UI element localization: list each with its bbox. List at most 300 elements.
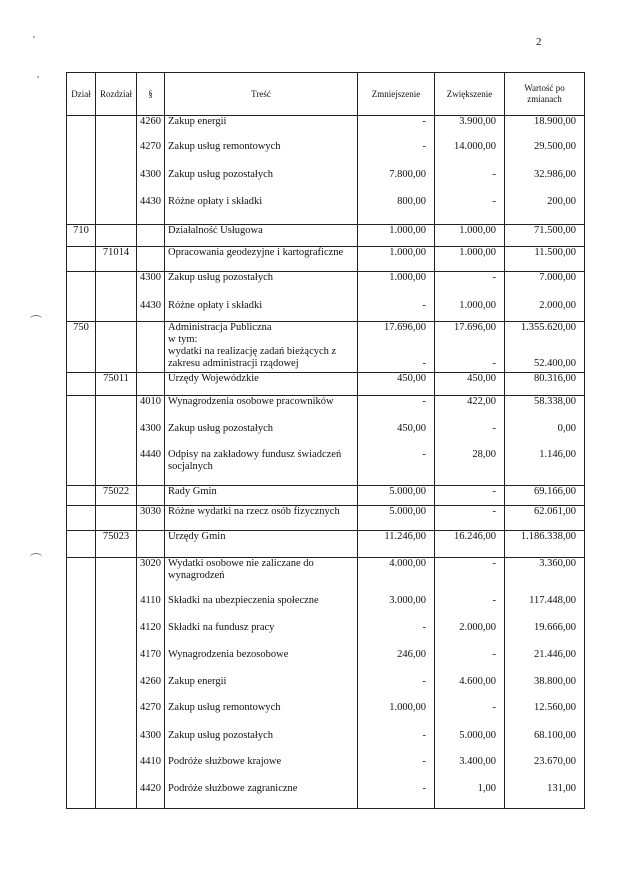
header-rozdzial: Rozdział bbox=[96, 73, 137, 116]
cell-value: 2.000,00 bbox=[539, 299, 576, 311]
cell-war bbox=[505, 141, 585, 169]
cell-dzial bbox=[67, 169, 96, 196]
cell-value: 4270 bbox=[140, 701, 161, 713]
cell-value: 1.000,00 bbox=[459, 299, 496, 311]
table-row bbox=[67, 116, 585, 141]
cell-value: 4420 bbox=[140, 782, 161, 794]
cell-value: - bbox=[422, 299, 426, 311]
cell-value: 450,00 bbox=[397, 422, 426, 434]
punch-hole-mark bbox=[30, 315, 42, 323]
cell-war bbox=[505, 272, 585, 300]
cell-value: Zakup energii bbox=[168, 675, 227, 687]
cell-rozdzial bbox=[96, 730, 137, 756]
header-paragraf: § bbox=[137, 73, 165, 116]
table-row bbox=[67, 486, 585, 506]
cell-par bbox=[137, 196, 165, 225]
cell-war bbox=[505, 116, 585, 141]
cell-value: 200,00 bbox=[547, 195, 576, 207]
cell-value: - bbox=[422, 675, 426, 687]
cell-zwi bbox=[435, 272, 505, 300]
cell-par bbox=[137, 486, 165, 506]
cell-zwi bbox=[435, 506, 505, 531]
cell-tresc bbox=[165, 423, 358, 449]
cell-zmn bbox=[358, 225, 435, 247]
cell-value: - bbox=[422, 755, 426, 767]
cell-zwi bbox=[435, 396, 505, 423]
cell-par bbox=[137, 756, 165, 783]
cell-dzial bbox=[67, 676, 96, 702]
cell-par bbox=[137, 300, 165, 322]
cell-tresc bbox=[165, 247, 358, 272]
cell-zwi bbox=[435, 649, 505, 676]
cell-rozdzial bbox=[96, 300, 137, 322]
cell-dzial bbox=[67, 396, 96, 423]
cell-value: 4430 bbox=[140, 195, 161, 207]
cell-zmn bbox=[358, 676, 435, 702]
cell-tresc bbox=[165, 116, 358, 141]
cell-value: Zakup usług remontowych bbox=[168, 701, 281, 713]
cell-rozdzial bbox=[96, 595, 137, 622]
cell-zwi bbox=[435, 449, 505, 486]
cell-value: 80.316,00 bbox=[534, 373, 576, 384]
cell-value: Opracowania geodezyjne i kartograficzne bbox=[168, 247, 344, 258]
cell-subvalue: 52.400,00 bbox=[534, 358, 576, 369]
cell-dzial bbox=[67, 531, 96, 558]
cell-par bbox=[137, 373, 165, 396]
cell-value: - bbox=[422, 782, 426, 794]
cell-value: 4430 bbox=[140, 299, 161, 311]
cell-war bbox=[505, 595, 585, 622]
cell-value: 246,00 bbox=[397, 648, 426, 660]
cell-rozdzial bbox=[96, 702, 137, 730]
cell-war bbox=[505, 169, 585, 196]
cell-subvalue: - bbox=[422, 358, 426, 369]
cell-value: 23.670,00 bbox=[534, 755, 576, 767]
cell-value: 710 bbox=[73, 225, 89, 236]
cell-value: - bbox=[422, 140, 426, 152]
cell-war bbox=[505, 322, 585, 373]
cell-value: 75022 bbox=[102, 486, 130, 497]
cell-dzial bbox=[67, 300, 96, 322]
cell-value: Odpisy na zakładowy fundusz świadczeń socjalnych bbox=[168, 448, 342, 472]
cell-rozdzial bbox=[96, 396, 137, 423]
cell-tresc bbox=[165, 595, 358, 622]
cell-dzial bbox=[67, 272, 96, 300]
cell-dzial bbox=[67, 595, 96, 622]
cell-value: 800,00 bbox=[397, 195, 426, 207]
cell-zwi bbox=[435, 486, 505, 506]
cell-rozdzial bbox=[96, 506, 137, 531]
cell-tresc bbox=[165, 783, 358, 809]
cell-tresc bbox=[165, 558, 358, 595]
cell-value: Zakup usług pozostałych bbox=[168, 729, 273, 741]
cell-dzial bbox=[67, 449, 96, 486]
cell-zmn bbox=[358, 506, 435, 531]
cell-rozdzial bbox=[96, 756, 137, 783]
cell-war bbox=[505, 486, 585, 506]
cell-value: 75023 bbox=[102, 531, 130, 542]
cell-value: 3.400,00 bbox=[459, 755, 496, 767]
cell-value: Wydatki osobowe nie zaliczane do wynagrodzeń bbox=[168, 558, 314, 581]
cell-par bbox=[137, 622, 165, 649]
cell-rozdzial bbox=[96, 116, 137, 141]
cell-zmn bbox=[358, 247, 435, 272]
cell-war bbox=[505, 531, 585, 558]
cell-tresc bbox=[165, 225, 358, 247]
cell-value: 1,00 bbox=[477, 782, 496, 794]
cell-value: - bbox=[422, 729, 426, 741]
cell-value: - bbox=[492, 486, 496, 497]
cell-war bbox=[505, 676, 585, 702]
cell-value: Wynagrodzenia osobowe pracowników bbox=[168, 396, 334, 407]
cell-par bbox=[137, 531, 165, 558]
cell-value: 12.560,00 bbox=[534, 701, 576, 713]
cell-text-line: w tym: bbox=[168, 334, 198, 345]
cell-value: 1.355.620,00 bbox=[520, 322, 576, 333]
cell-value: 14.000,00 bbox=[454, 140, 496, 152]
cell-zmn bbox=[358, 622, 435, 649]
cell-value: - bbox=[492, 594, 496, 606]
cell-zmn bbox=[358, 116, 435, 141]
table-row bbox=[67, 783, 585, 809]
cell-value: 17.696,00 bbox=[384, 322, 426, 333]
header-zwiekszenie: Zwiększenie bbox=[435, 73, 505, 116]
cell-dzial bbox=[67, 247, 96, 272]
cell-tresc bbox=[165, 272, 358, 300]
table-row bbox=[67, 373, 585, 396]
cell-par bbox=[137, 423, 165, 449]
cell-value: Zakup usług pozostałych bbox=[168, 272, 273, 283]
cell-zwi bbox=[435, 756, 505, 783]
cell-value: 450,00 bbox=[467, 373, 496, 384]
cell-value: Składki na ubezpieczenia społeczne bbox=[168, 594, 319, 606]
cell-rozdzial bbox=[96, 558, 137, 595]
cell-war bbox=[505, 225, 585, 247]
cell-rozdzial bbox=[96, 373, 137, 396]
cell-dzial bbox=[67, 783, 96, 809]
cell-rozdzial bbox=[96, 531, 137, 558]
table-row bbox=[67, 141, 585, 169]
cell-value: 17.696,00 bbox=[454, 322, 496, 333]
cell-value: 4.000,00 bbox=[389, 558, 426, 569]
cell-value: 68.100,00 bbox=[534, 729, 576, 741]
cell-value: - bbox=[492, 506, 496, 517]
cell-value: - bbox=[422, 448, 426, 460]
cell-par bbox=[137, 649, 165, 676]
cell-value: - bbox=[492, 422, 496, 434]
table-row bbox=[67, 702, 585, 730]
cell-war bbox=[505, 783, 585, 809]
cell-tresc bbox=[165, 649, 358, 676]
cell-zwi bbox=[435, 322, 505, 373]
cell-par bbox=[137, 595, 165, 622]
cell-value: Zakup usług pozostałych bbox=[168, 168, 273, 180]
cell-value: - bbox=[492, 168, 496, 180]
cell-tresc bbox=[165, 622, 358, 649]
table-row bbox=[67, 396, 585, 423]
cell-value: - bbox=[492, 195, 496, 207]
cell-value: 4270 bbox=[140, 140, 161, 152]
cell-value: 38.800,00 bbox=[534, 675, 576, 687]
cell-zwi bbox=[435, 622, 505, 649]
cell-value: 1.146,00 bbox=[539, 448, 576, 460]
cell-zmn bbox=[358, 595, 435, 622]
cell-tresc bbox=[165, 373, 358, 396]
cell-zwi bbox=[435, 783, 505, 809]
cell-dzial bbox=[67, 225, 96, 247]
table-row bbox=[67, 730, 585, 756]
table-row bbox=[67, 506, 585, 531]
cell-value: 4300 bbox=[140, 422, 161, 434]
cell-value: - bbox=[422, 116, 426, 127]
budget-table bbox=[66, 72, 585, 809]
cell-value: 3.000,00 bbox=[389, 594, 426, 606]
table-row bbox=[67, 169, 585, 196]
cell-zwi bbox=[435, 225, 505, 247]
cell-subvalue: - bbox=[492, 358, 496, 369]
cell-par bbox=[137, 116, 165, 141]
cell-tresc bbox=[165, 730, 358, 756]
cell-zwi bbox=[435, 116, 505, 141]
cell-rozdzial bbox=[96, 649, 137, 676]
cell-par bbox=[137, 225, 165, 247]
cell-par bbox=[137, 676, 165, 702]
cell-value: 4260 bbox=[140, 116, 161, 127]
cell-zwi bbox=[435, 558, 505, 595]
cell-value: 4010 bbox=[140, 396, 161, 407]
cell-value: - bbox=[492, 272, 496, 283]
cell-zwi bbox=[435, 373, 505, 396]
cell-value: 4440 bbox=[140, 448, 161, 460]
cell-value: 4120 bbox=[140, 621, 161, 633]
cell-par bbox=[137, 247, 165, 272]
cell-tresc bbox=[165, 676, 358, 702]
cell-value: - bbox=[492, 648, 496, 660]
cell-zmn bbox=[358, 272, 435, 300]
cell-value: 71014 bbox=[102, 247, 130, 258]
cell-value: 117.448,00 bbox=[529, 594, 576, 606]
cell-value: 4170 bbox=[140, 648, 161, 660]
header-dzial: Dział bbox=[67, 73, 96, 116]
cell-dzial bbox=[67, 423, 96, 449]
punch-hole-mark bbox=[30, 553, 42, 561]
cell-value: 1.000,00 bbox=[389, 701, 426, 713]
cell-value: 21.446,00 bbox=[534, 648, 576, 660]
cell-war bbox=[505, 702, 585, 730]
cell-zmn bbox=[358, 300, 435, 322]
cell-tresc bbox=[165, 449, 358, 486]
cell-dzial bbox=[67, 486, 96, 506]
cell-zwi bbox=[435, 247, 505, 272]
cell-par bbox=[137, 730, 165, 756]
cell-rozdzial bbox=[96, 272, 137, 300]
cell-value: 71.500,00 bbox=[534, 225, 576, 236]
cell-zmn bbox=[358, 702, 435, 730]
page-number: 2 bbox=[536, 36, 542, 48]
cell-dzial bbox=[67, 702, 96, 730]
cell-par bbox=[137, 141, 165, 169]
cell-zwi bbox=[435, 702, 505, 730]
cell-war bbox=[505, 649, 585, 676]
cell-zwi bbox=[435, 196, 505, 225]
cell-value: Działalność Usługowa bbox=[168, 225, 263, 236]
cell-par bbox=[137, 702, 165, 730]
cell-value: 4300 bbox=[140, 168, 161, 180]
cell-war bbox=[505, 423, 585, 449]
cell-tresc bbox=[165, 702, 358, 730]
cell-rozdzial bbox=[96, 141, 137, 169]
cell-value: 7.000,00 bbox=[539, 272, 576, 283]
cell-rozdzial bbox=[96, 486, 137, 506]
cell-value: Składki na fundusz pracy bbox=[168, 621, 275, 633]
cell-tresc bbox=[165, 322, 358, 373]
cell-war bbox=[505, 300, 585, 322]
cell-value: Zakup usług pozostałych bbox=[168, 422, 273, 434]
cell-rozdzial bbox=[96, 196, 137, 225]
cell-value: 750 bbox=[73, 322, 89, 333]
cell-value: 18.900,00 bbox=[534, 116, 576, 127]
cell-tresc bbox=[165, 506, 358, 531]
cell-rozdzial bbox=[96, 676, 137, 702]
table-row bbox=[67, 622, 585, 649]
table-row bbox=[67, 676, 585, 702]
cell-zmn bbox=[358, 322, 435, 373]
cell-zmn bbox=[358, 449, 435, 486]
cell-rozdzial bbox=[96, 622, 137, 649]
cell-value: 69.166,00 bbox=[534, 486, 576, 497]
cell-war bbox=[505, 196, 585, 225]
cell-tresc bbox=[165, 169, 358, 196]
cell-value: 28,00 bbox=[472, 448, 496, 460]
cell-tresc bbox=[165, 531, 358, 558]
cell-zmn bbox=[358, 730, 435, 756]
cell-value: 11.246,00 bbox=[384, 531, 426, 542]
cell-war bbox=[505, 373, 585, 396]
cell-dzial bbox=[67, 622, 96, 649]
cell-zmn bbox=[358, 396, 435, 423]
scan-speck bbox=[37, 76, 39, 78]
cell-rozdzial bbox=[96, 247, 137, 272]
cell-value: 5.000,00 bbox=[459, 729, 496, 741]
cell-rozdzial bbox=[96, 169, 137, 196]
cell-zmn bbox=[358, 196, 435, 225]
cell-par bbox=[137, 449, 165, 486]
scan-speck bbox=[33, 36, 35, 38]
cell-war bbox=[505, 247, 585, 272]
cell-rozdzial bbox=[96, 783, 137, 809]
cell-value: 75011 bbox=[103, 373, 129, 384]
cell-par bbox=[137, 169, 165, 196]
cell-tresc bbox=[165, 756, 358, 783]
cell-value: Rady Gmin bbox=[168, 486, 217, 497]
cell-text-line: wydatki na realizację zadań bieżących z zakresu administracji rządowej bbox=[168, 346, 337, 369]
cell-value: Podróże służbowe zagraniczne bbox=[168, 782, 298, 794]
cell-rozdzial bbox=[96, 225, 137, 247]
cell-value: 2.000,00 bbox=[459, 621, 496, 633]
cell-value: 11.500,00 bbox=[534, 247, 576, 258]
cell-value: 16.246,00 bbox=[454, 531, 496, 542]
cell-par bbox=[137, 506, 165, 531]
table-row bbox=[67, 756, 585, 783]
cell-value: 1.000,00 bbox=[389, 225, 426, 236]
cell-text-line: Administracja Publiczna bbox=[168, 322, 272, 333]
cell-value: 5.000,00 bbox=[389, 506, 426, 517]
cell-value: Różne wydatki na rzecz osób fizycznych bbox=[168, 506, 340, 517]
cell-value: 1.186.338,00 bbox=[520, 531, 576, 542]
cell-value: Urzędy Gmin bbox=[168, 531, 226, 542]
cell-rozdzial bbox=[96, 449, 137, 486]
cell-dzial bbox=[67, 116, 96, 141]
cell-par bbox=[137, 558, 165, 595]
cell-tresc bbox=[165, 486, 358, 506]
table-row bbox=[67, 449, 585, 486]
cell-value: 422,00 bbox=[467, 396, 496, 407]
table-row bbox=[67, 247, 585, 272]
cell-dzial bbox=[67, 196, 96, 225]
cell-zwi bbox=[435, 531, 505, 558]
cell-par bbox=[137, 272, 165, 300]
cell-zmn bbox=[358, 558, 435, 595]
table-row bbox=[67, 196, 585, 225]
table-header-row bbox=[67, 73, 585, 116]
cell-dzial bbox=[67, 649, 96, 676]
cell-dzial bbox=[67, 730, 96, 756]
cell-zmn bbox=[358, 649, 435, 676]
cell-value: - bbox=[422, 621, 426, 633]
cell-rozdzial bbox=[96, 423, 137, 449]
cell-zmn bbox=[358, 756, 435, 783]
cell-value: Wynagrodzenia bezosobowe bbox=[168, 648, 289, 660]
cell-zmn bbox=[358, 486, 435, 506]
cell-zwi bbox=[435, 730, 505, 756]
cell-value: 4260 bbox=[140, 675, 161, 687]
header-tresc: Treść bbox=[165, 73, 358, 116]
table-row bbox=[67, 272, 585, 300]
cell-value: 1.000,00 bbox=[389, 272, 426, 283]
cell-war bbox=[505, 622, 585, 649]
cell-zmn bbox=[358, 783, 435, 809]
cell-value: 62.061,00 bbox=[534, 506, 576, 517]
cell-par bbox=[137, 322, 165, 373]
cell-value: 4.600,00 bbox=[459, 675, 496, 687]
cell-zmn bbox=[358, 141, 435, 169]
cell-value: 4300 bbox=[140, 729, 161, 741]
cell-rozdzial bbox=[96, 322, 137, 373]
cell-tresc bbox=[165, 396, 358, 423]
cell-value: Różne opłaty i składki bbox=[168, 299, 263, 311]
cell-value: Podróże służbowe krajowe bbox=[168, 755, 282, 767]
cell-dzial bbox=[67, 141, 96, 169]
cell-dzial bbox=[67, 756, 96, 783]
cell-value: 0,00 bbox=[557, 422, 576, 434]
cell-value: Urzędy Wojewódzkie bbox=[168, 373, 259, 384]
cell-value: 4110 bbox=[140, 594, 161, 606]
cell-value: 3.360,00 bbox=[539, 558, 576, 569]
cell-zmn bbox=[358, 423, 435, 449]
cell-value: 7.800,00 bbox=[389, 168, 426, 180]
cell-zwi bbox=[435, 300, 505, 322]
cell-zwi bbox=[435, 595, 505, 622]
cell-zwi bbox=[435, 141, 505, 169]
cell-value: 19.666,00 bbox=[534, 621, 576, 633]
cell-dzial bbox=[67, 322, 96, 373]
cell-zwi bbox=[435, 169, 505, 196]
table-row bbox=[67, 423, 585, 449]
cell-value: Różne opłaty i składki bbox=[168, 195, 263, 207]
table-row bbox=[67, 225, 585, 247]
cell-zwi bbox=[435, 423, 505, 449]
cell-zmn bbox=[358, 373, 435, 396]
